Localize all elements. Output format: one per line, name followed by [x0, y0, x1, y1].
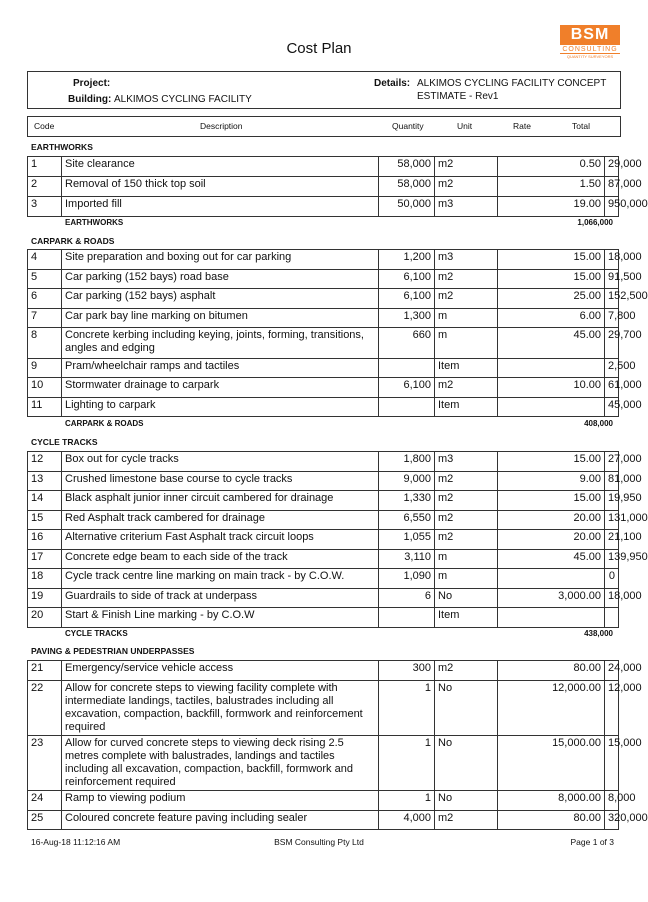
cell-code: 7	[28, 309, 62, 328]
cell-total: 152,500	[605, 289, 619, 309]
cell-rate	[498, 398, 605, 417]
cell-code: 15	[28, 511, 62, 530]
cell-code: 2	[28, 177, 62, 197]
cell-quantity: 58,000	[379, 157, 435, 177]
section-heading: PAVING & PEDESTRIAN UNDERPASSES	[31, 646, 195, 656]
logo-line2: QUANTITY SURVEYORS	[560, 53, 620, 59]
cell-code: 11	[28, 398, 62, 417]
table-row	[28, 328, 619, 359]
cell-rate: 45.00	[498, 328, 605, 359]
cell-code: 3	[28, 197, 62, 217]
cell-unit: m2	[435, 270, 498, 289]
cell-total: 19,950	[605, 491, 619, 511]
cell-unit: m3	[435, 250, 498, 270]
section-table-cycle-tracks	[27, 451, 648, 628]
cell-quantity: 3,110	[379, 550, 435, 569]
cell-description: Alternative criterium Fast Asphalt track circuit loops	[62, 530, 379, 550]
table-row	[28, 452, 619, 472]
table-row	[28, 157, 619, 177]
cell-rate: 15.00	[498, 452, 605, 472]
cell-total: 21,100	[605, 530, 619, 550]
cell-quantity: 300	[379, 661, 435, 681]
cell-total: 87,000	[605, 177, 619, 197]
cell-unit: m2	[435, 811, 498, 830]
cell-unit: m2	[435, 530, 498, 550]
cell-code: 21	[28, 661, 62, 681]
cell-code: 18	[28, 569, 62, 589]
page-title: Cost Plan	[286, 40, 352, 57]
cell-total: 131,000	[605, 511, 619, 530]
cell-total: 7,800	[605, 309, 619, 328]
col-unit: Unit	[457, 121, 473, 131]
cell-description: Car park bay line marking on bitumen	[62, 309, 379, 328]
table-row	[28, 661, 619, 681]
cell-description: Stormwater drainage to carpark	[62, 378, 379, 398]
subtotal-value: 438,000	[584, 629, 613, 638]
table-row	[28, 736, 619, 791]
table-row	[28, 309, 619, 328]
table-row	[28, 589, 619, 608]
cell-unit: m	[435, 328, 498, 359]
cell-code: 10	[28, 378, 62, 398]
table-row	[28, 608, 619, 628]
cell-total: 45,000	[605, 398, 619, 417]
section-table-carpark	[27, 249, 648, 417]
cell-rate: 12,000.00	[498, 681, 605, 736]
cell-code: 22	[28, 681, 62, 736]
cell-unit: No	[435, 791, 498, 811]
cell-code: 19	[28, 589, 62, 608]
details-line1: ALKIMOS CYCLING FACILITY CONCEPT	[417, 78, 607, 89]
subtotal-label: CYCLE TRACKS	[65, 629, 128, 638]
cell-quantity: 1	[379, 736, 435, 791]
table-row	[28, 177, 619, 197]
cell-unit: Item	[435, 359, 498, 378]
cell-unit: m2	[435, 157, 498, 177]
cell-description: Crushed limestone base course to cycle tracks	[62, 472, 379, 491]
col-total: Total	[572, 121, 590, 131]
table-row	[28, 511, 619, 530]
column-header	[27, 116, 621, 137]
cell-code: 1	[28, 157, 62, 177]
cell-rate: 15,000.00	[498, 736, 605, 791]
cell-unit: m2	[435, 491, 498, 511]
cell-total: 18,000	[605, 589, 619, 608]
cell-description: Pram/wheelchair ramps and tactiles	[62, 359, 379, 378]
cell-unit: No	[435, 736, 498, 791]
cell-description: Site preparation and boxing out for car parking	[62, 250, 379, 270]
footer-date: 16-Aug-18 11:12:16 AM	[31, 837, 121, 847]
cell-quantity: 6,100	[379, 378, 435, 398]
cell-total: 950,000	[605, 197, 619, 217]
cell-unit: m	[435, 550, 498, 569]
cell-unit: m3	[435, 452, 498, 472]
cell-quantity	[379, 608, 435, 628]
cell-unit: No	[435, 681, 498, 736]
cell-rate: 10.00	[498, 378, 605, 398]
cell-total: 29,700	[605, 328, 619, 359]
cell-description: Cycle track centre line marking on main track - by C.O.W.	[62, 569, 379, 589]
cell-unit: m2	[435, 289, 498, 309]
cell-description: Lighting to carpark	[62, 398, 379, 417]
cell-description: Emergency/service vehicle access	[62, 661, 379, 681]
cell-rate: 1.50	[498, 177, 605, 197]
cell-rate: 15.00	[498, 250, 605, 270]
cell-code: 12	[28, 452, 62, 472]
cell-rate: 15.00	[498, 491, 605, 511]
cell-description: Allow for curved concrete steps to viewing deck rising 2.5 metres complete with balustrades, landings and tactiles including all excavation, compaction, backfill, formwork and reinforcement required	[62, 736, 379, 791]
cell-code: 6	[28, 289, 62, 309]
cell-description: Coloured concrete feature paving including sealer	[62, 811, 379, 830]
cell-quantity: 1	[379, 681, 435, 736]
section-heading: CYCLE TRACKS	[31, 437, 98, 447]
bsm-logo	[560, 25, 620, 65]
cell-unit: Item	[435, 398, 498, 417]
cell-description: Imported fill	[62, 197, 379, 217]
cell-rate	[498, 569, 605, 589]
cell-code: 4	[28, 250, 62, 270]
cell-code: 17	[28, 550, 62, 569]
cell-quantity: 6,100	[379, 289, 435, 309]
table-row	[28, 472, 619, 491]
cell-total: 320,000	[605, 811, 619, 830]
table-row	[28, 681, 619, 736]
cell-code: 16	[28, 530, 62, 550]
cell-rate: 20.00	[498, 530, 605, 550]
cell-unit: No	[435, 589, 498, 608]
cell-description: Ramp to viewing podium	[62, 791, 379, 811]
cell-description: Guardrails to side of track at underpass	[62, 589, 379, 608]
project-label: Project:	[73, 78, 111, 89]
col-description: Description	[200, 121, 243, 131]
table-row	[28, 378, 619, 398]
cell-rate: 15.00	[498, 270, 605, 289]
section-heading: CARPARK & ROADS	[31, 236, 115, 246]
table-row	[28, 398, 619, 417]
cell-unit: m	[435, 309, 498, 328]
cell-total: 91,500	[605, 270, 619, 289]
cell-quantity: 1,055	[379, 530, 435, 550]
cell-description: Concrete edge beam to each side of the track	[62, 550, 379, 569]
cell-quantity: 1,300	[379, 309, 435, 328]
cell-rate: 45.00	[498, 550, 605, 569]
subtotal-label: EARTHWORKS	[65, 218, 124, 227]
section-table-earthworks	[27, 156, 648, 217]
cell-total: 8,000	[605, 791, 619, 811]
cell-description: Removal of 150 thick top soil	[62, 177, 379, 197]
cell-quantity: 660	[379, 328, 435, 359]
project-details-box	[27, 71, 621, 109]
cell-total: 18,000	[605, 250, 619, 270]
cell-quantity: 58,000	[379, 177, 435, 197]
cell-quantity	[379, 398, 435, 417]
cell-rate: 25.00	[498, 289, 605, 309]
cell-rate: 9.00	[498, 472, 605, 491]
table-row	[28, 791, 619, 811]
cell-quantity: 1,200	[379, 250, 435, 270]
cell-unit: m2	[435, 378, 498, 398]
cell-total: 29,000	[605, 157, 619, 177]
table-row	[28, 197, 619, 217]
section-heading: EARTHWORKS	[31, 142, 93, 152]
cell-code: 14	[28, 491, 62, 511]
cell-total: 24,000	[605, 661, 619, 681]
cell-rate: 3,000.00	[498, 589, 605, 608]
cell-total: 27,000	[605, 452, 619, 472]
table-row	[28, 359, 619, 378]
cell-rate: 0.50	[498, 157, 605, 177]
cell-code: 24	[28, 791, 62, 811]
col-quantity: Quantity	[392, 121, 424, 131]
details-label: Details:	[374, 78, 411, 89]
cell-quantity: 6,550	[379, 511, 435, 530]
cell-total: 12,000	[605, 681, 619, 736]
cell-description: Concrete kerbing including keying, joints, forming, transitions, angles and edging	[62, 328, 379, 359]
cell-total: 2,500	[605, 359, 619, 378]
cell-rate	[498, 359, 605, 378]
col-rate: Rate	[513, 121, 531, 131]
table-row	[28, 289, 619, 309]
cell-description: Box out for cycle tracks	[62, 452, 379, 472]
cell-rate: 8,000.00	[498, 791, 605, 811]
section-table-paving	[27, 660, 648, 830]
cell-quantity: 9,000	[379, 472, 435, 491]
cell-total: 15,000	[605, 736, 619, 791]
building-value: ALKIMOS CYCLING FACILITY	[114, 94, 252, 105]
details-line2: ESTIMATE - Rev1	[417, 91, 499, 102]
cell-code: 20	[28, 608, 62, 628]
cell-unit: Item	[435, 608, 498, 628]
cell-quantity: 1,330	[379, 491, 435, 511]
cell-quantity: 1,800	[379, 452, 435, 472]
cell-description: Black asphalt junior inner circuit cambered for drainage	[62, 491, 379, 511]
cell-unit: m2	[435, 177, 498, 197]
cell-code: 23	[28, 736, 62, 791]
footer-page: Page 1 of 3	[570, 837, 614, 847]
cell-total	[605, 608, 619, 628]
table-row	[28, 491, 619, 511]
table-row	[28, 550, 619, 569]
table-row	[28, 270, 619, 289]
subtotal-value: 1,066,000	[577, 218, 613, 227]
cell-description: Start & Finish Line marking - by C.O.W	[62, 608, 379, 628]
cell-rate	[498, 608, 605, 628]
cell-code: 13	[28, 472, 62, 491]
cell-description: Car parking (152 bays) road base	[62, 270, 379, 289]
cell-description: Allow for concrete steps to viewing facility complete with intermediate landings, tactiles, balustrades including all excavation, compaction, backfill, formwork and reinforcement required	[62, 681, 379, 736]
table-row	[28, 530, 619, 550]
cell-rate: 20.00	[498, 511, 605, 530]
cell-total: 0	[605, 569, 619, 589]
cell-total: 61,000	[605, 378, 619, 398]
cell-rate: 19.00	[498, 197, 605, 217]
cell-rate: 80.00	[498, 811, 605, 830]
cell-rate: 80.00	[498, 661, 605, 681]
cell-unit: m2	[435, 661, 498, 681]
building-label: Building:	[68, 94, 112, 105]
cell-total: 139,950	[605, 550, 619, 569]
cell-unit: m2	[435, 511, 498, 530]
col-code: Code	[34, 121, 55, 131]
cell-quantity: 6,100	[379, 270, 435, 289]
cell-description: Red Asphalt track cambered for drainage	[62, 511, 379, 530]
logo-mark: BSM	[560, 25, 620, 45]
cell-quantity: 6	[379, 589, 435, 608]
cell-quantity: 1	[379, 791, 435, 811]
cell-total: 81,000	[605, 472, 619, 491]
cell-rate: 6.00	[498, 309, 605, 328]
logo-line1: CONSULTING	[562, 46, 618, 53]
cell-description: Car parking (152 bays) asphalt	[62, 289, 379, 309]
cell-description: Site clearance	[62, 157, 379, 177]
cell-code: 25	[28, 811, 62, 830]
cell-unit: m	[435, 569, 498, 589]
table-row	[28, 811, 619, 830]
cell-unit: m2	[435, 472, 498, 491]
subtotal-value: 408,000	[584, 419, 613, 428]
table-row	[28, 250, 619, 270]
cell-quantity	[379, 359, 435, 378]
cell-code: 8	[28, 328, 62, 359]
cell-quantity: 1,090	[379, 569, 435, 589]
cell-quantity: 4,000	[379, 811, 435, 830]
cell-code: 5	[28, 270, 62, 289]
cell-quantity: 50,000	[379, 197, 435, 217]
cell-code: 9	[28, 359, 62, 378]
subtotal-label: CARPARK & ROADS	[65, 419, 144, 428]
cell-unit: m3	[435, 197, 498, 217]
table-row	[28, 569, 619, 589]
footer-company: BSM Consulting Pty Ltd	[274, 837, 364, 847]
